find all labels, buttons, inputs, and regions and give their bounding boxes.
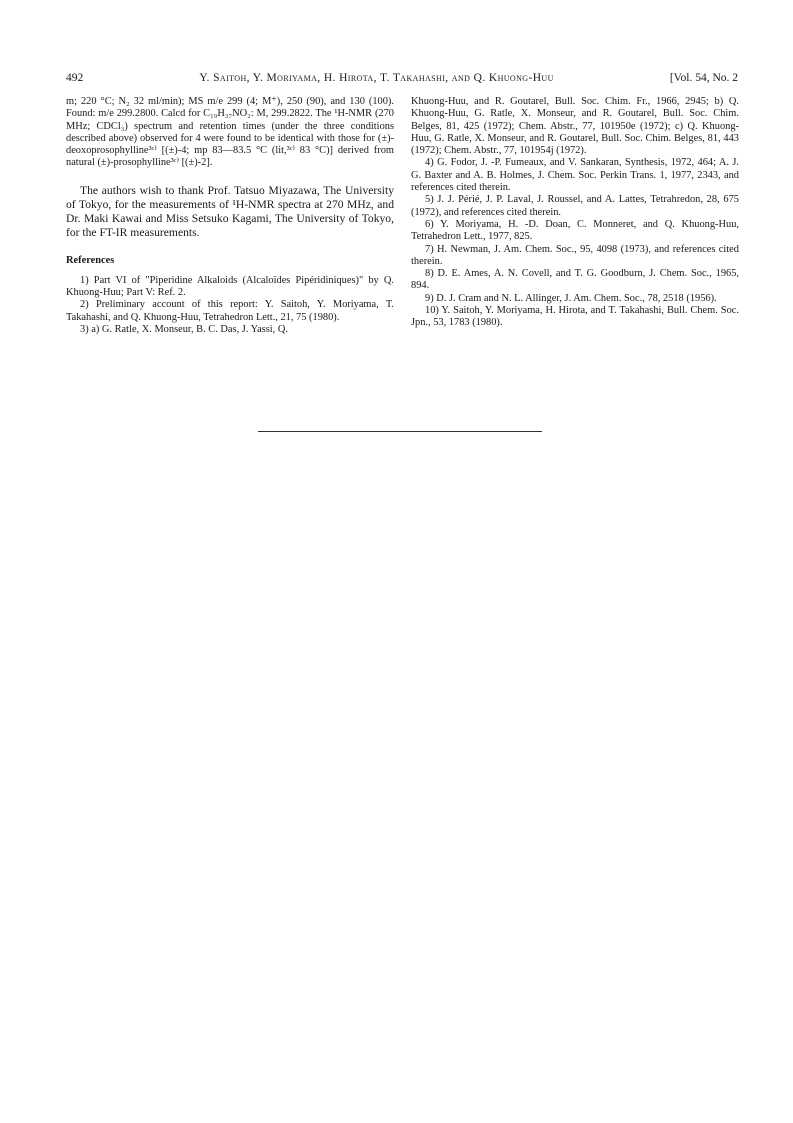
reference-continuation: Khuong-Huu, and R. Goutarel, Bull. Soc. Chim. Fr., 1966, 2945; b) Q. Khuong-Huu, G. Ratle, X. Monseur, and R. Goutarel, Bull. Soc. Chim. Belges, 81, 425 (1972); Chem. Abstr., 77, 101950e (1972); c) Q. Khuong-Huu, G. Ratle, X. Monseur, and R. Goutarel, Bull. Soc. Chim. Belges, 81, 443 (1972); Chem. Abstr., 77, 101954j (1972). <box>411 96 739 157</box>
running-header <box>66 72 738 84</box>
page-number: 492 <box>66 72 84 84</box>
references-heading: References <box>66 254 115 266</box>
reference-item: 8) D. E. Ames, A. N. Covell, and T. G. Goodburn, J. Chem. Soc., 1965, 894. <box>411 268 739 292</box>
header-authors: Y. Saitoh, Y. Moriyama, H. Hirota, T. Takahashi, and Q. Khuong-Huu <box>199 72 554 84</box>
reference-item: 5) J. J. Périé, J. P. Laval, J. Roussel, and A. Lattes, Tetrahredon, 28, 675 (1972), and references cited therein. <box>411 194 739 218</box>
reference-item: 3) a) G. Ratle, X. Monseur, B. C. Das, J. Yassi, Q. <box>80 324 288 336</box>
left-column <box>66 96 394 336</box>
reference-item: 10) Y. Saitoh, Y. Moriyama, H. Hirota, and T. Takahashi, Bull. Chem. Soc. Jpn., 53, 1783 (1980). <box>411 305 739 329</box>
acknowledgement-paragraph: The authors wish to thank Prof. Tatsuo Miyazawa, The University of Tokyo, for the measurements of ¹H-NMR spectra at 270 MHz, and Dr. Maki Kawai and Miss Setsuko Kagami, The University of Tokyo, for the FT-IR measurements. <box>66 183 394 240</box>
reference-item: 4) G. Fodor, J. -P. Fumeaux, and V. Sankaran, Synthesis, 1972, 464; A. J. G. Baxter and A. B. Holmes, J. Chem. Soc. Perkin Trans. 1, 1977, 2343, and references cited therein. <box>411 157 739 194</box>
reference-item: 2) Preliminary account of this report: Y. Saitoh, Y. Moriyama, T. Takahashi, and Q. Khuong-Huu, Tetrahedron Lett., 21, 75 (1980). <box>66 299 394 323</box>
reference-item: 9) D. J. Cram and N. L. Allinger, J. Am. Chem. Soc., 78, 2518 (1956). <box>425 292 717 304</box>
end-rule <box>258 431 542 432</box>
header-volume: [Vol. 54, No. 2 <box>669 72 738 84</box>
right-column <box>411 96 739 330</box>
reference-item: 6) Y. Moriyama, H. -D. Doan, C. Monneret, and Q. Khuong-Huu, Tetrahedron Lett., 1977, 825. <box>411 218 739 243</box>
experimental-paragraph: m; 220 °C; N₂ 32 ml/min); MS m/e 299 (4; M⁺), 250 (90), and 130 (100). Found: m/e 299.2800. Calcd for C₁₉H₃₇NO₂: M, 299.2822. The ¹H-NMR (270 MHz; CDCl₃) spectrum and retention times (under the three conditions described above) observed for 4 were found to be identical with those for (±)-deoxoprosophylline³ᶜ⁾ [(±)-4; mp 83—83.5 °C (lit,³ᶜ⁾ 83 °C)] derived from natural (±)-prosophylline³ᶜ⁾ [(±)-2]. <box>66 96 394 169</box>
reference-item: 1) Part VI of "Piperidine Alkaloids (Alcaloïdes Pipéridiniques)" by Q. Khuong-Huu; Part V: Ref. 2. <box>66 274 394 299</box>
reference-item: 7) H. Newman, J. Am. Chem. Soc., 95, 4098 (1973), and references cited therein. <box>411 243 739 267</box>
